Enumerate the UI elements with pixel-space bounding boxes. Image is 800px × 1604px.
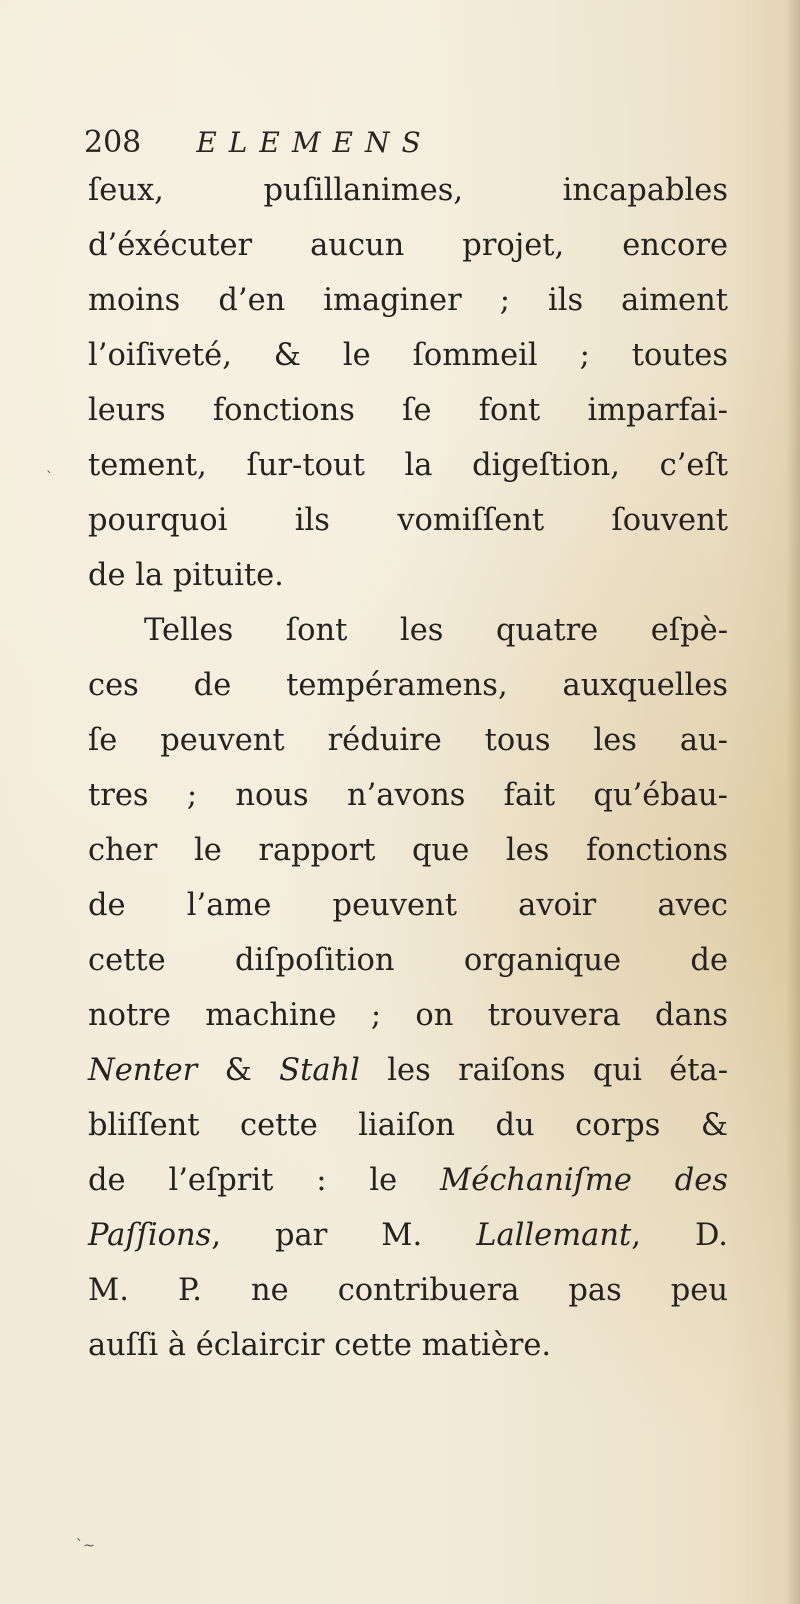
text-line: tement, ſur-tout la digeſtion, c’eſt (88, 448, 728, 483)
margin-mark: `~ (76, 1538, 95, 1554)
text-line: d’éxécuter aucun projet, encore (88, 228, 728, 263)
text-line (88, 1153, 728, 1208)
text-line: tres ; nous n’avons fait qu’ébau- (88, 778, 728, 813)
book-title: Méchaniſme des (440, 1163, 728, 1198)
text-fragment: , par M. (211, 1218, 477, 1253)
text-line: cher le rapport que les fonctions (88, 833, 728, 868)
margin-mark: ` (46, 470, 53, 486)
text-fragment: & (197, 1053, 280, 1088)
page-header (84, 125, 433, 160)
author-name-stahl: Stahl (279, 1053, 360, 1088)
text-line: l’oiſiveté, & le ſommeil ; toutes (88, 338, 728, 373)
body-text (88, 163, 728, 1373)
book-title-continued: Paſſions (88, 1218, 212, 1253)
text-line (88, 1043, 728, 1098)
text-line: notre machine ; on trouvera dans (88, 998, 728, 1033)
author-name-nenter: Nenter (88, 1053, 198, 1088)
text-line: pourquoi ils vomiſſent ſouvent (88, 503, 728, 538)
text-line: bliſſent cette liaiſon du corps & (88, 1108, 728, 1143)
text-line: cette diſpoſition organique de (88, 943, 728, 978)
text-fragment: les raiſons qui éta- (359, 1053, 729, 1088)
text-line: leurs fonctions ſe font imparfai- (88, 393, 728, 428)
text-fragment: , D. (631, 1218, 729, 1253)
text-line: ſe peuvent réduire tous les au- (88, 723, 728, 758)
page-number: 208 (84, 125, 142, 160)
text-line: de l’ame peuvent avoir avec (88, 888, 728, 923)
page-edge-shadow (786, 0, 800, 1604)
text-line: auſſi à éclaircir cette matière. (88, 1328, 552, 1363)
text-line: moins d’en imaginer ; ils aiment (88, 283, 728, 318)
text-fragment: de l’eſprit : le (88, 1163, 441, 1198)
text-line: Telles ſont les quatre eſpè- (144, 613, 728, 648)
text-line: de la pituite. (88, 558, 284, 593)
running-head: ELEMENS (196, 126, 433, 159)
text-line: M. P. ne contribuera pas peu (88, 1273, 728, 1308)
author-name-lallemant: Lallemant (476, 1218, 632, 1253)
text-line: ſeux, puſillanimes, incapables (88, 173, 728, 208)
text-line: ces de tempéramens, auxquelles (88, 668, 728, 703)
text-line (88, 1208, 728, 1263)
